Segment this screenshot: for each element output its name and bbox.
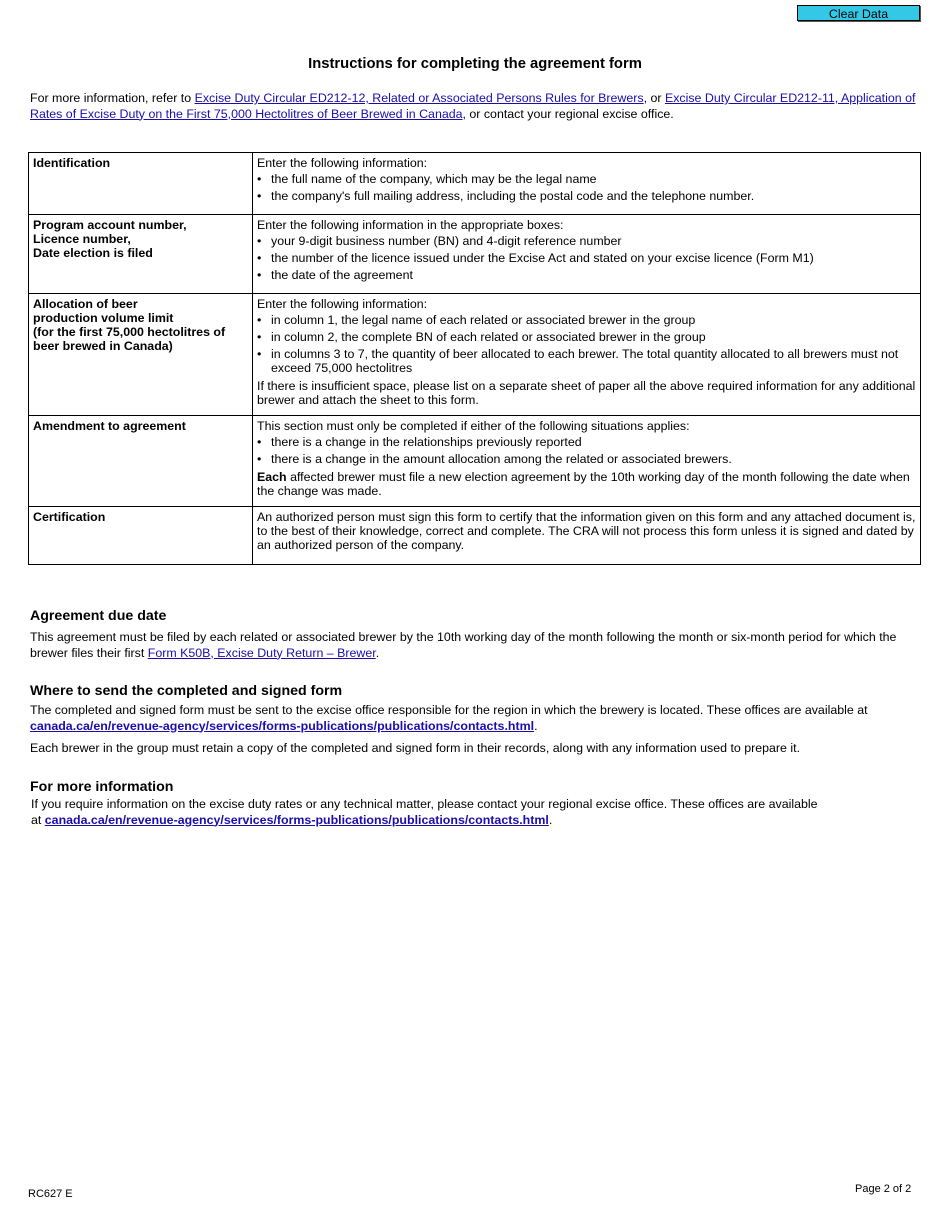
intro-paragraph <box>30 91 920 122</box>
table-row-certification <box>29 507 921 565</box>
label-line: Date election is filed <box>33 246 153 260</box>
row-lead: An authorized person must sign this form to certify that the information given on this form and any attached document is, to the best of their knowledge, correct and complete. The CRA will not process this form unless it is signed and dated by an authorized person of the company. <box>257 510 916 552</box>
row-note-bold: Each <box>257 470 287 484</box>
page-title: Instructions for completing the agreement form <box>308 56 642 72</box>
label-line: Allocation of beer <box>33 297 138 311</box>
list-item: • your 9-digit business number (BN) and 4-digit reference number <box>271 234 916 248</box>
row-content <box>253 215 921 294</box>
due-date-text: This agreement must be filed by each related or associated brewer by the 10th working day of the month following the month or six-month period for which the brewer files their first <box>30 630 897 660</box>
list-item: • there is a change in the amount allocation among the related or associated brewers. <box>271 452 916 466</box>
where-to-send-heading: Where to send the completed and signed form <box>30 683 343 699</box>
intro-suffix: , or contact your regional excise office. <box>462 106 674 121</box>
row-note-text: affected brewer must file a new election agreement by the 10th working day of the month following the date when the change was made. <box>257 470 910 498</box>
list-item: • the date of the agreement <box>271 268 916 282</box>
intro-prefix: For more information, refer to <box>30 91 195 105</box>
row-content <box>253 507 921 565</box>
clear-data-button[interactable]: Clear Data <box>797 5 920 21</box>
label-line: Certification <box>33 510 106 524</box>
row-lead: Enter the following information in the appropriate boxes: <box>257 218 564 232</box>
label-line: Licence number, <box>33 232 131 246</box>
bullet-list <box>257 172 916 203</box>
more-info-end: . <box>548 812 553 827</box>
retain-copy-paragraph: Each brewer in the group must retain a copy of the completed and signed form in their records, along with any information used to prepare it. <box>30 741 801 755</box>
row-label <box>29 416 253 507</box>
circular-ed212-11-link[interactable]: Excise Duty Circular ED212-11, Application of Rates of Excise Duty on the First 75,000 Hectolitres of Beer Brewed in Canada <box>30 91 916 121</box>
due-date-end: . <box>375 645 380 660</box>
table-row-program-account <box>29 215 921 294</box>
label-line: Program account number, <box>33 218 187 232</box>
row-content <box>253 294 921 416</box>
label-line: Identification <box>33 156 111 170</box>
table-row-allocation <box>29 294 921 416</box>
due-date-heading: Agreement due date <box>30 608 167 624</box>
list-item: • in column 1, the legal name of each related or associated brewer in the group <box>271 313 916 327</box>
row-content <box>253 416 921 507</box>
label-line: production volume limit <box>33 311 174 325</box>
instructions-table <box>28 152 921 565</box>
list-item: • in column 2, the complete BN of each related or associated brewer in the group <box>271 330 916 344</box>
contacts-link-2[interactable]: canada.ca/en/revenue-agency/services/forms-publications/publications/contacts.html <box>44 812 549 827</box>
row-label <box>29 215 253 294</box>
row-lead: Enter the following information: <box>257 297 428 311</box>
where-to-send-paragraph <box>30 703 920 734</box>
where-to-send-end: . <box>534 718 538 733</box>
more-info-text: If you require information on the excise duty rates or any technical matter, please contact your regional excise office. These offices are available <box>31 797 818 811</box>
label-line: Amendment to agreement <box>33 419 186 433</box>
list-item: • the full name of the company, which may be the legal name <box>271 172 916 186</box>
list-item: • in columns 3 to 7, the quantity of beer allocated to each brewer. The total quantity allocated to all brewers must not exceed 75,000 hectolitres <box>271 347 916 375</box>
label-line: beer brewed in Canada) <box>33 339 173 353</box>
more-info-at: at <box>31 812 45 827</box>
row-note: If there is insufficient space, please list on a separate sheet of paper all the above required information for any additional brewer and attach the sheet to this form. <box>257 379 916 407</box>
list-item: • the number of the licence issued under the Excise Act and stated on your excise licence (Form M1) <box>271 251 916 265</box>
row-lead: This section must only be completed if either of the following situations applies: <box>257 419 690 433</box>
page-number: Page 2 of 2 <box>855 1183 912 1195</box>
more-info-paragraph <box>31 797 921 828</box>
row-content <box>253 153 921 215</box>
intro-mid: , or <box>643 91 665 105</box>
contacts-link[interactable]: canada.ca/en/revenue-agency/services/forms-publications/publications/contacts.html <box>30 718 535 733</box>
form-code: RC627 E <box>28 1188 73 1200</box>
list-item: • the company's full mailing address, including the postal code and the telephone number. <box>271 189 916 203</box>
bullet-list <box>257 313 916 375</box>
bullet-list <box>257 234 916 282</box>
circular-ed212-12-link[interactable]: Excise Duty Circular ED212-12, Related or Associated Persons Rules for Brewers <box>194 91 644 105</box>
row-lead: Enter the following information: <box>257 156 428 170</box>
form-k50b-link[interactable]: Form K50B, Excise Duty Return – Brewer <box>147 645 376 660</box>
row-label <box>29 507 253 565</box>
bullet-list <box>257 435 916 466</box>
table-row-amendment <box>29 416 921 507</box>
row-label <box>29 153 253 215</box>
table-row-identification <box>29 153 921 215</box>
label-line: (for the first 75,000 hectolitres of <box>33 325 226 339</box>
row-note <box>257 470 916 498</box>
where-to-send-text: The completed and signed form must be sent to the excise office responsible for the region in which the brewery is located. These offices are available at <box>30 703 868 717</box>
due-date-paragraph <box>30 630 920 661</box>
row-label <box>29 294 253 416</box>
more-info-heading: For more information <box>30 779 174 795</box>
list-item: • there is a change in the relationships previously reported <box>271 435 916 449</box>
